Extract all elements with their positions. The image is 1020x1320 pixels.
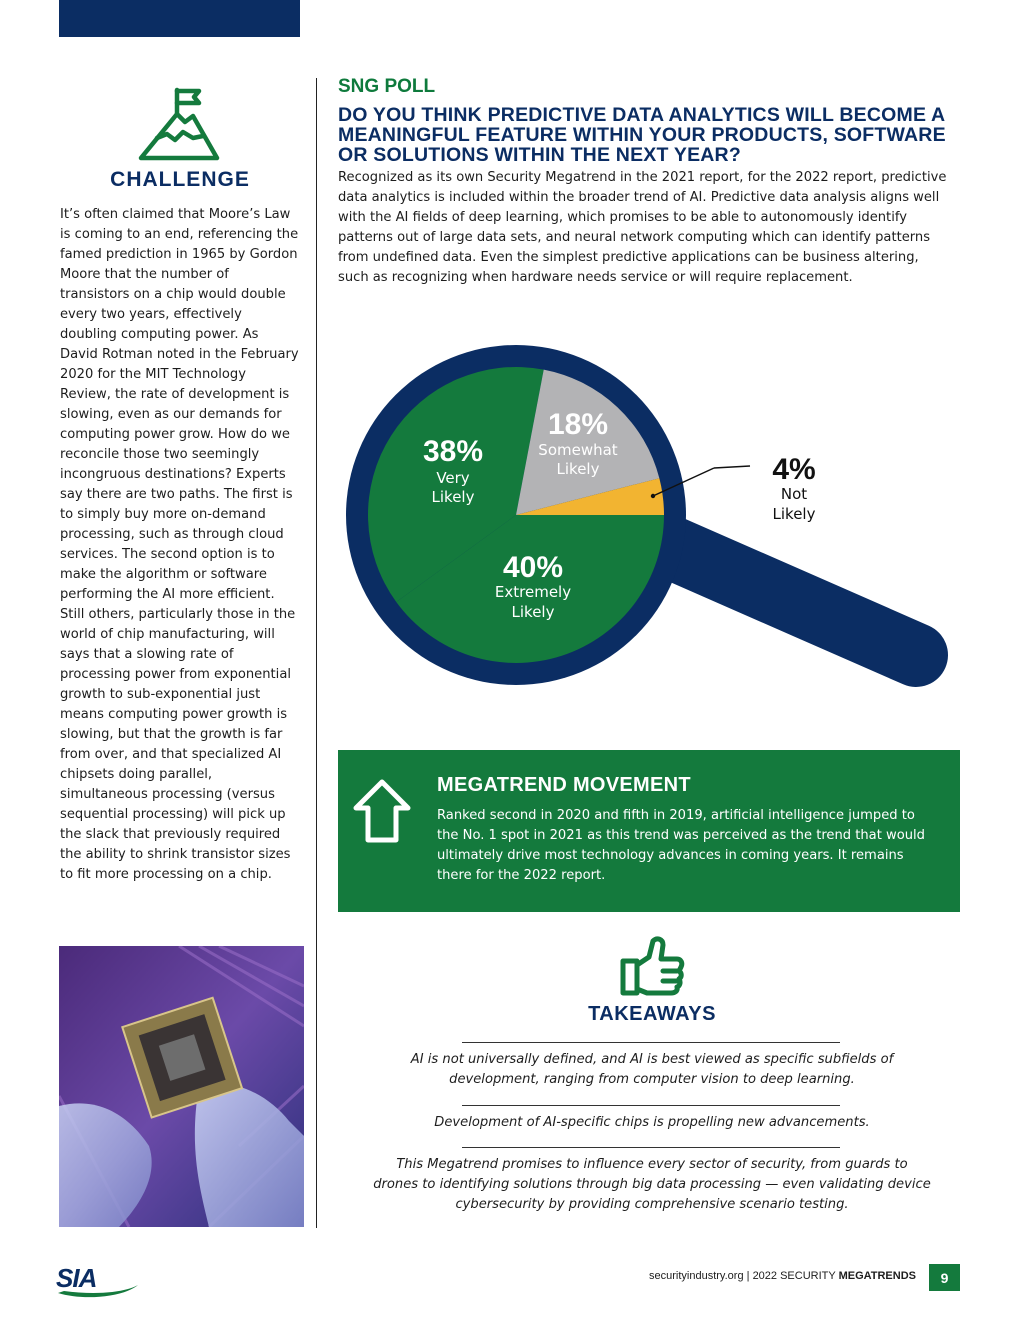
poll-pie-chart xyxy=(336,330,960,710)
slice-label-extremely-likely-1: Extremely xyxy=(494,583,572,601)
not-likely-leader-tail xyxy=(714,466,750,468)
takeaway-item: AI is not universally defined, and AI is best viewed as specific subfields of development, ranging from computer vision to deep learning. xyxy=(410,1052,894,1087)
page-number: 9 xyxy=(929,1264,960,1291)
slice-pct-very-likely: 38% xyxy=(422,435,484,468)
footer-separator: | xyxy=(743,1270,753,1282)
challenge-body-text: It’s often claimed that Moore’s Law is coming to an end, referencing the famed prediction in 1965 by Gordon Moore that the number of transistors on a chip would double every two years, effectively doubling computing power. As David Rotman noted in the February 2020 for the MIT Technology Review, the rate of development is slowing, even as our demands for computing power grow. How do we reconcile those two seemingly incongruous destinations? Experts say there are two paths. The first is to simply buy more on-demand processing, such as through cloud services. The second option is to make the algorithm or software performing the AI more efficient. Still others, particularly those in the world of chip manufacturing, will says that a slowing rate of processing power from exponential growth to sub-exponential just means computing power growth is slowing, but that the growth is far from over, and that specialized AI chipsets doing parallel, simultaneous processing (versus sequential processing) will pick up the slack that previously required the ability to shrink transistor sizes to fit more processing on a chip. xyxy=(60,207,299,882)
slice-pct-extremely-likely: 40% xyxy=(502,551,564,584)
magnifier-handle xyxy=(672,548,916,655)
takeaways-heading: TAKEAWAYS xyxy=(588,1003,716,1025)
header-color-bar xyxy=(59,0,300,37)
slice-pct-somewhat-likely: 18% xyxy=(547,408,609,441)
megatrend-text: Ranked second in 2020 and fifth in 2019, artificial intelligence jumped to the No. 1 spot in 2021 as this trend was perceived as the trend that would ultimately drive most technology advances in coming years. It remains there for the 2022 report. xyxy=(437,808,925,883)
slice-label-not-likely-1: Not xyxy=(780,485,808,503)
slice-label-very-likely-2: Likely xyxy=(431,488,475,506)
column-divider xyxy=(316,78,317,1228)
not-likely-dot xyxy=(651,494,655,498)
slice-label-extremely-likely-2: Likely xyxy=(511,603,555,621)
takeaway-item: Development of AI-specific chips is propelling new advancements. xyxy=(434,1115,870,1130)
takeaway-divider xyxy=(462,1042,840,1043)
footer-report-bold: MEGATRENDS xyxy=(838,1270,916,1282)
slice-label-not-likely-2: Likely xyxy=(772,505,816,523)
slice-label-somewhat-likely-2: Likely xyxy=(556,460,600,478)
slice-label-very-likely-1: Very xyxy=(436,469,470,487)
footer-report-label: 2022 SECURITY xyxy=(752,1270,839,1282)
footer-text xyxy=(560,1270,916,1282)
svg-text:SIA: SIA xyxy=(56,1263,97,1293)
mountain-flag-icon xyxy=(137,86,221,162)
slice-label-somewhat-likely-1: Somewhat xyxy=(538,441,618,459)
poll-label: SNG POLL xyxy=(338,76,436,97)
megatrend-title: MEGATREND MOVEMENT xyxy=(437,774,691,796)
footer-site-link[interactable]: securityindustry.org xyxy=(649,1270,744,1282)
takeaway-divider xyxy=(462,1147,840,1148)
poll-body-text: Recognized as its own Security Megatrend in the 2021 report, for the 2022 report, predictive data analytics is included within the broader trend of AI. Predictive data analysis aligns well with the AI fields of deep learning, which promises to be able to autonomously identify patterns out of large data sets, and neural network computing which can identify patterns from undefined data. Even the simplest predictive applications can be business altering, such as recognizing when hardware needs service or will require replacement. xyxy=(338,170,947,285)
slice-pct-not-likely: 4% xyxy=(772,453,816,486)
challenge-heading: CHALLENGE xyxy=(110,168,250,191)
up-arrow-icon xyxy=(352,778,412,844)
takeaway-item: This Megatrend promises to influence every sector of security, from guards to drones to identifying solutions through big data processing — even validating device cybersecurity by providing comprehensive scenario testing. xyxy=(373,1157,931,1212)
sia-logo xyxy=(54,1263,140,1299)
poll-question: DO YOU THINK PREDICTIVE DATA ANALYTICS WILL BECOME A MEANINGFUL FEATURE WITHIN YOUR PRODUCTS, SOFTWARE OR SOLUTIONS WITHIN THE NEXT YEAR? xyxy=(338,104,946,166)
megatrend-movement-panel xyxy=(338,750,960,912)
takeaway-divider xyxy=(462,1105,840,1106)
chip-photo xyxy=(59,946,304,1227)
thumbs-up-icon xyxy=(619,935,685,997)
